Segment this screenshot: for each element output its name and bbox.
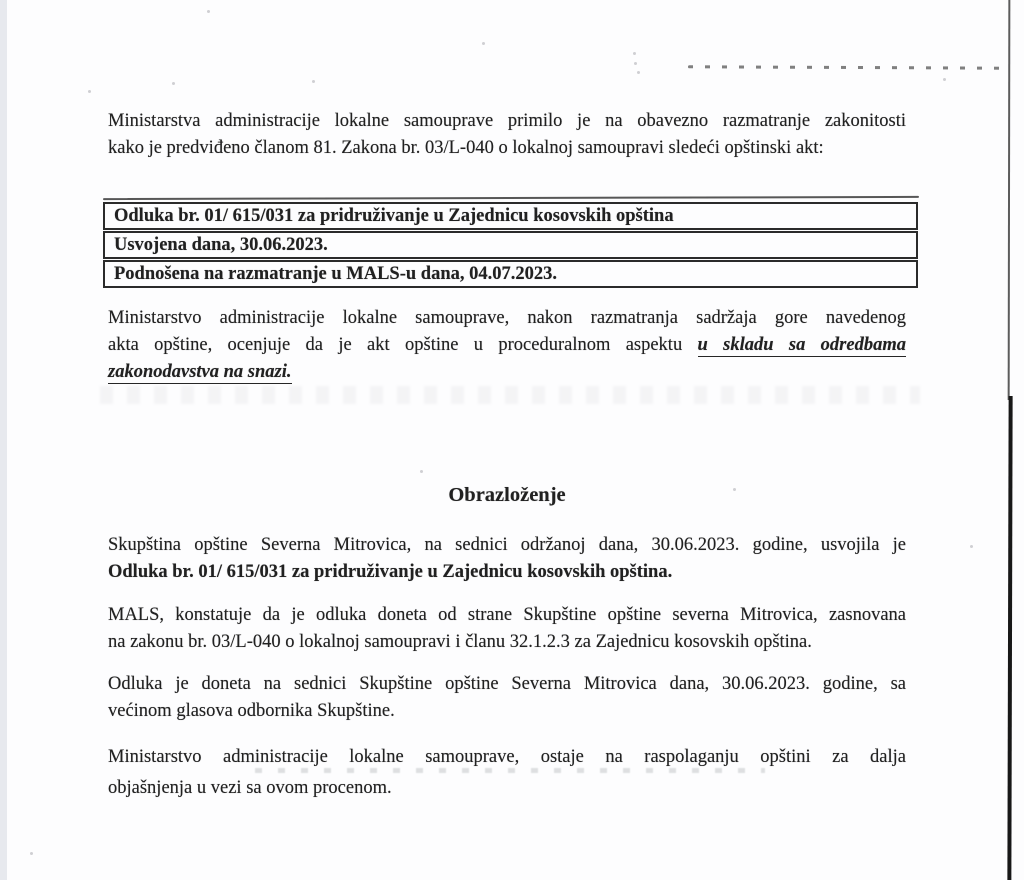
- assessment-line-1: Ministarstvo administracije lokalne samouprave, nakon razmatranja sadržaja gore navedenog: [108, 308, 906, 328]
- scan-speckle: [633, 52, 636, 55]
- scan-speckle: [420, 470, 423, 473]
- intro-line-1: Ministarstva administracije lokalne samouprave primilo je na obavezno razmatranje zakonitosti: [108, 111, 906, 131]
- explanation-paragraph-3: [108, 671, 906, 725]
- bleed-through-band: [100, 386, 920, 404]
- act-table: [103, 202, 918, 288]
- assessment-line-2-emphasis: u skladu sa odredbama: [697, 335, 906, 355]
- assessment-paragraph: [108, 305, 906, 386]
- table-row: Odluka br. 01/ 615/031 za pridruživanje u Zajednicu kosovskih opština: [103, 202, 918, 230]
- explanation1-line-2: Odluka br. 01/ 615/031 za pridruživanje u Zajednicu kosovskih opština.: [108, 562, 673, 582]
- closing-line-1: Ministarstvo administracije lokalne samouprave, ostaje na raspolaganju opštini za dalja: [108, 747, 906, 767]
- assessment-line-2-normal: akta opštine, ocenjuje da je akt opštine u proceduralnom aspektu: [108, 335, 683, 355]
- explanation2-line-2: na zakonu br. 03/L-040 o lokalnoj samoupravi i članu 32.1.2.3 za Zajednicu kosovskih opština.: [108, 632, 812, 652]
- scan-speckle: [482, 42, 485, 45]
- closing-line-2: objašnjenja u vezi sa ovom procenom.: [108, 778, 392, 798]
- scan-speckle: [172, 82, 175, 85]
- scan-speckle: [634, 62, 637, 65]
- scan-speckle: [637, 71, 640, 74]
- explanation2-line-1: MALS, konstatuje da je odluka doneta od strane Skupštine opštine severna Mitrovica, zasnovana: [108, 605, 906, 625]
- explanation3-line-2: većinom glasova odbornika Skupštine.: [108, 701, 395, 721]
- assessment-line-3-emphasis: zakonodavstva na snazi.: [108, 362, 292, 382]
- scan-speckle: [30, 852, 33, 855]
- explanation-paragraph-2: [108, 602, 906, 656]
- scan-speckle: [312, 80, 315, 83]
- scan-noise-line: [688, 65, 1008, 69]
- table-top-scan-line: [103, 196, 919, 200]
- scan-speckle: [88, 90, 91, 93]
- explanation3-line-1: Odluka je doneta na sednici Skupštine opštine Severna Mitrovica dana, 30.06.2023. godine, sa: [108, 674, 906, 694]
- scan-speckle: [207, 10, 210, 13]
- table-row: Podnošena na razmatranje u MALS-u dana, 04.07.2023.: [103, 260, 918, 288]
- table-row: Usvojena dana, 30.06.2023.: [103, 231, 918, 259]
- right-scan-line-top: [1008, 0, 1011, 400]
- scan-speckle: [943, 78, 946, 81]
- left-edge-shadow: [0, 0, 7, 880]
- section-heading: Obrazloženje: [448, 484, 566, 506]
- intro-line-2: kako je predviđeno članom 81. Zakona br. 03/L-040 o lokalnoj samoupravi sledeći opštinski akt:: [108, 138, 824, 158]
- assessment-line-2: [108, 332, 906, 359]
- scan-speckle: [970, 545, 973, 548]
- intro-paragraph: [108, 108, 906, 162]
- right-scan-line-bottom: [1007, 396, 1012, 880]
- assessment-line-3: [108, 359, 906, 386]
- explanation1-line-1: Skupština opštine Severna Mitrovica, na sednici održanoj dana, 30.06.2023. godine, usvojila je: [108, 535, 906, 555]
- explanation-paragraph-1: [108, 532, 906, 586]
- closing-paragraph: [108, 742, 906, 804]
